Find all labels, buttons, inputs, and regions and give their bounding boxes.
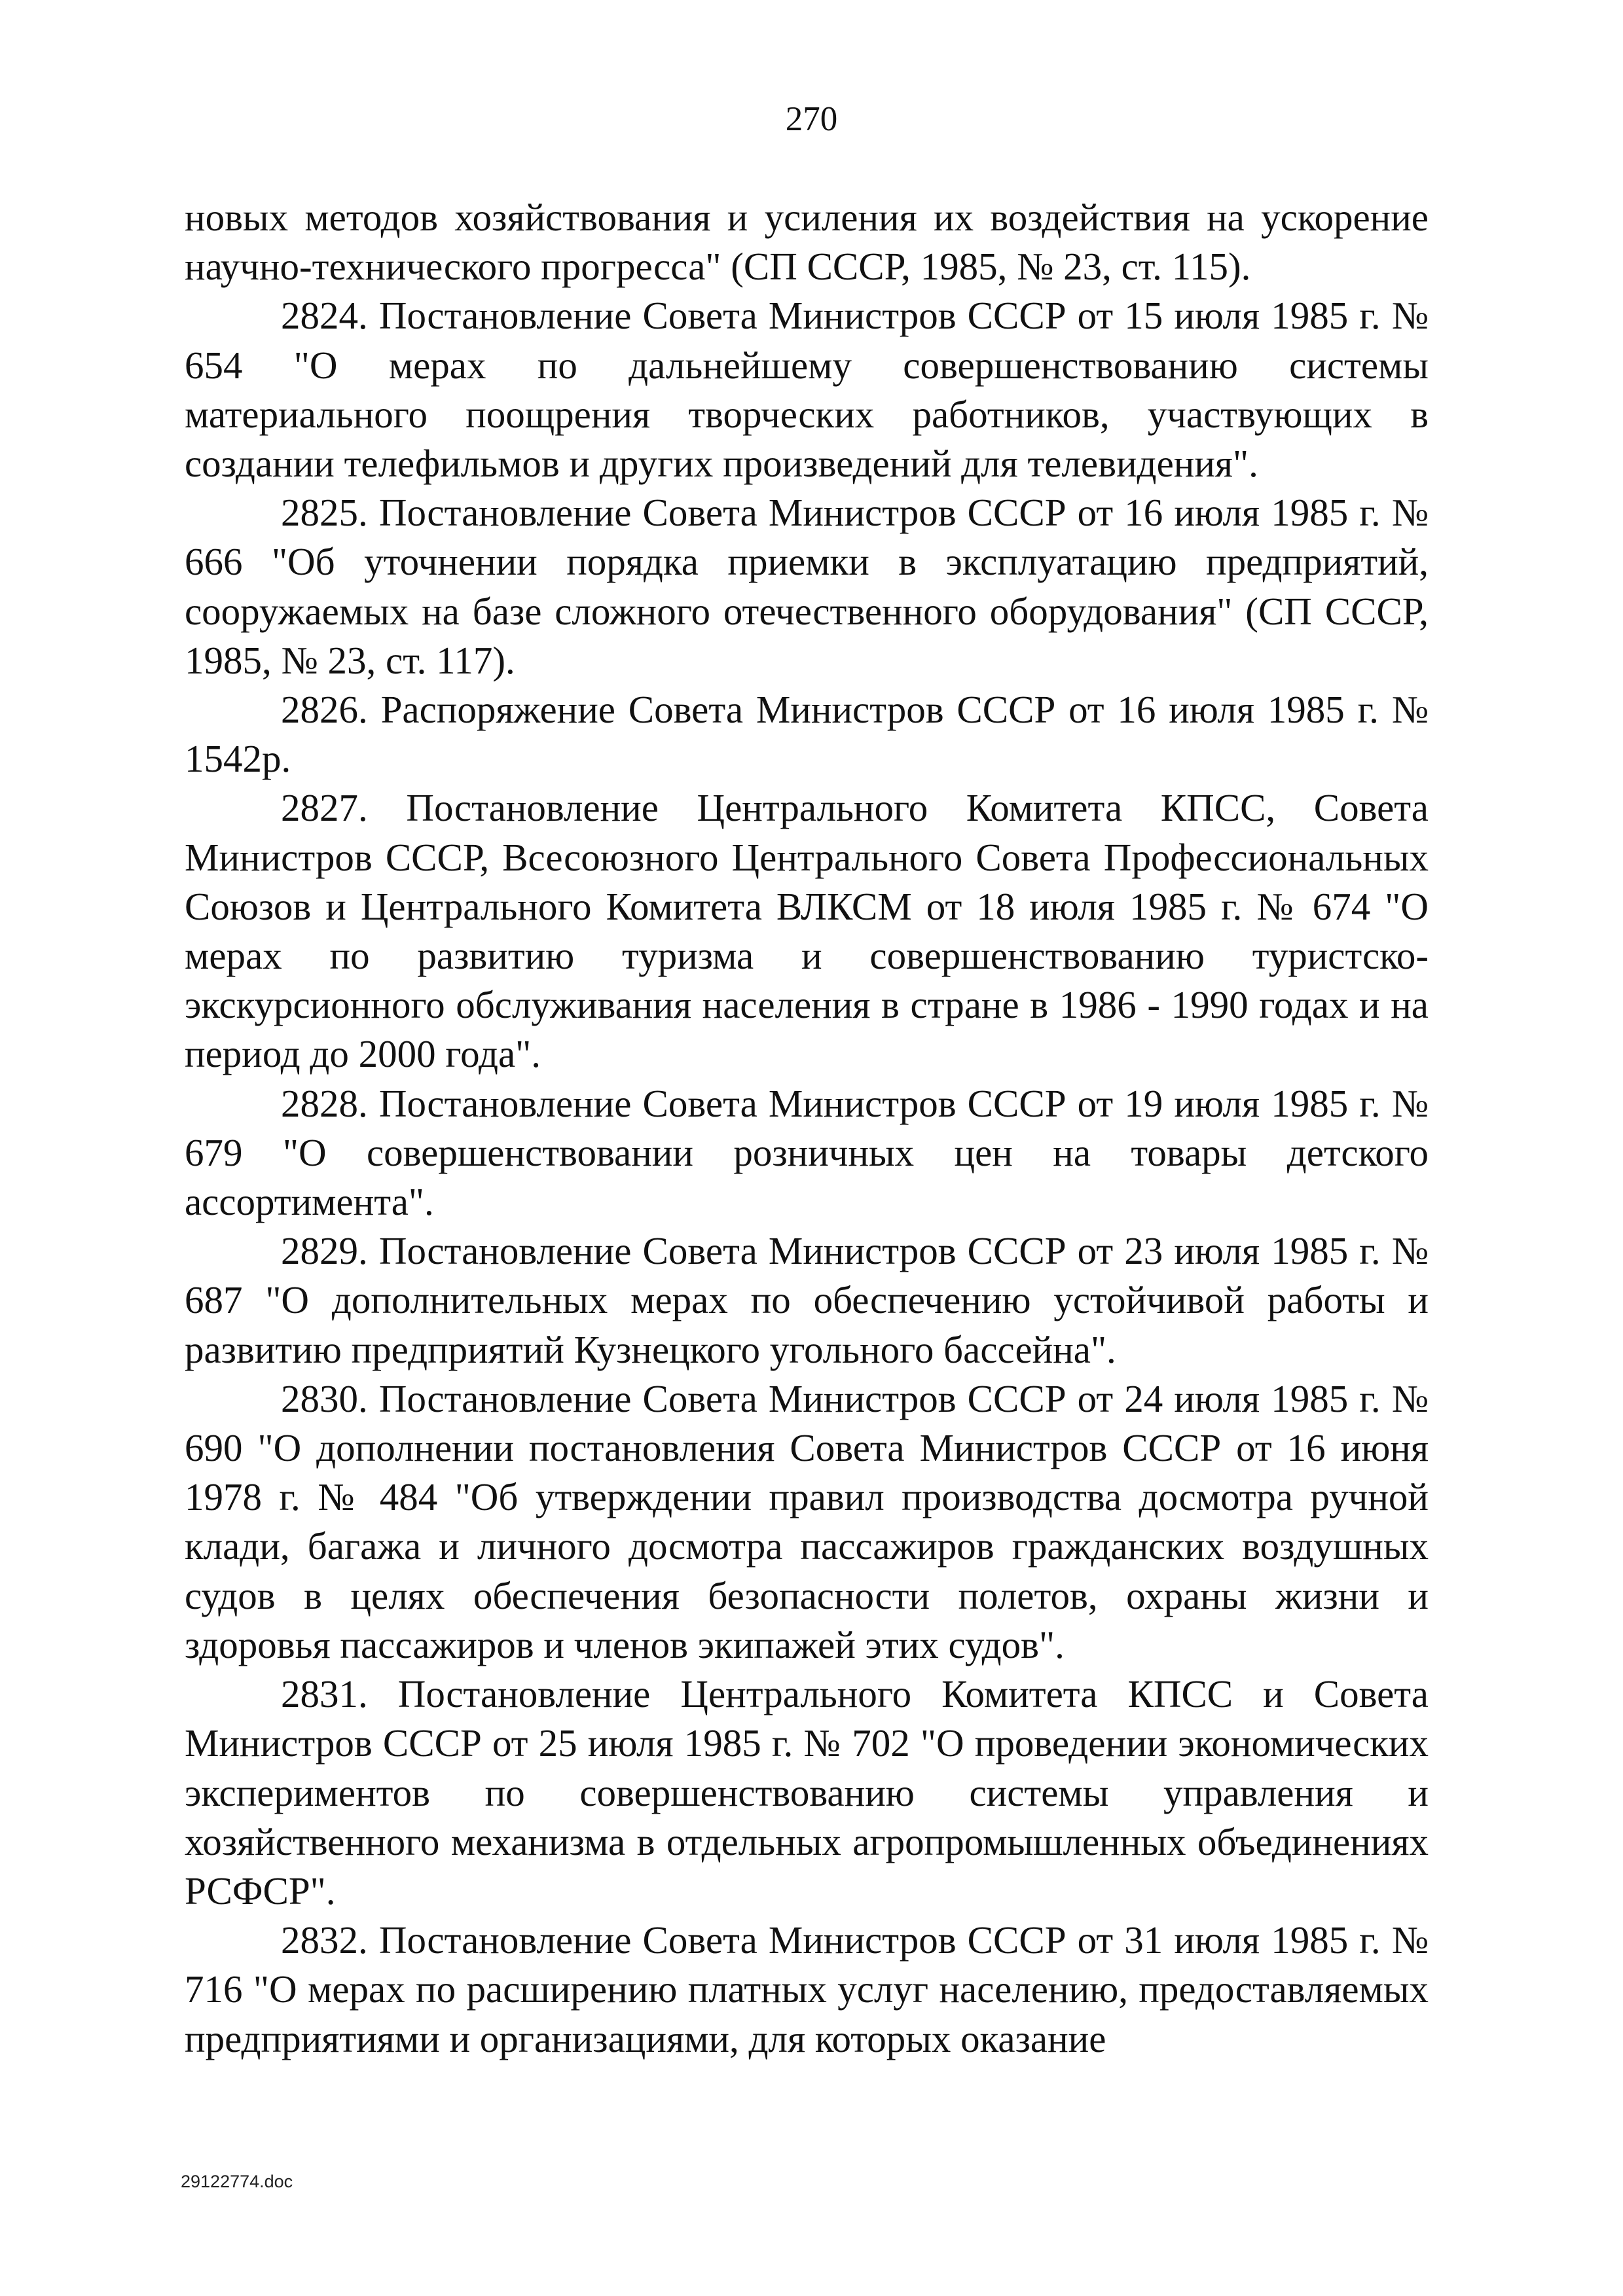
entry-2827: 2827. Постановление Центрального Комитета КПСС, Совета Министров СССР, Всесоюзного Центрального Совета Профессиональных Союзов и Центрального Комитета ВЛКСМ от 18 июля 1985 г. № 674 "О мерах по развитию туризма и совершенствованию туристско-экскурсионного обслуживания населения в стране в 1986 - 1990 годах и на период до 2000 года". xyxy=(185,786,1429,1076)
entry-2825: 2825. Постановление Совета Министров СССР от 16 июля 1985 г. № 666 "Об уточнении порядка приемки в эксплуатацию предприятий, сооружаемых на базе сложного отечественного оборудования" (СП СССР, 1985, № 23, ст. 117). xyxy=(185,491,1429,682)
entry-2828: 2828. Постановление Совета Министров СССР от 19 июля 1985 г. № 679 "О совершенствовании розничных цен на товары детского ассортимента". xyxy=(185,1081,1429,1224)
entry-2824: 2824. Постановление Совета Министров СССР от 15 июля 1985 г. № 654 "О мерах по дальнейшему совершенствованию системы материального поощрения творческих работников, участвующих в создании телефильмов и других произведений для телевидения". xyxy=(185,294,1429,486)
document-body xyxy=(185,193,1429,2064)
entry-2829: 2829. Постановление Совета Министров СССР от 23 июля 1985 г. № 687 "О дополнительных мерах по обеспечению устойчивой работы и развитию предприятий Кузнецкого угольного бассейна". xyxy=(185,1229,1429,1371)
footer-filename: 29122774.doc xyxy=(181,2172,293,2191)
entry-2830: 2830. Постановление Совета Министров СССР от 24 июля 1985 г. № 690 "О дополнении постановления Совета Министров СССР от 16 июня 1978 г. № 484 "Об утверждении правил производства досмотра ручной клади, багажа и личного досмотра пассажиров гражданских воздушных судов в целях обеспечения безопасности полетов, охраны жизни и здоровья пассажиров и членов экипажей этих судов". xyxy=(185,1376,1429,1666)
entry-2826: 2826. Распоряжение Совета Министров СССР от 16 июля 1985 г. № 1542р. xyxy=(185,688,1429,781)
entry-2831: 2831. Постановление Центрального Комитета КПСС и Совета Министров СССР от 25 июля 1985 г. № 702 "О проведении экономических экспериментов по совершенствованию системы управления и хозяйственного механизма в отдельных агропромышленных объединениях РСФСР". xyxy=(185,1672,1429,1912)
paragraph-continuation: новых методов хозяйствования и усиления их воздействия на ускорение научно-технического прогресса" (СП СССР, 1985, № 23, ст. 115). xyxy=(185,196,1429,289)
entry-2832: 2832. Постановление Совета Министров СССР от 31 июля 1985 г. № 716 "О мерах по расширению платных услуг населению, предоставляемых предприятиями и организациями, для которых оказание xyxy=(185,1918,1429,2060)
page-number: 270 xyxy=(785,100,838,138)
